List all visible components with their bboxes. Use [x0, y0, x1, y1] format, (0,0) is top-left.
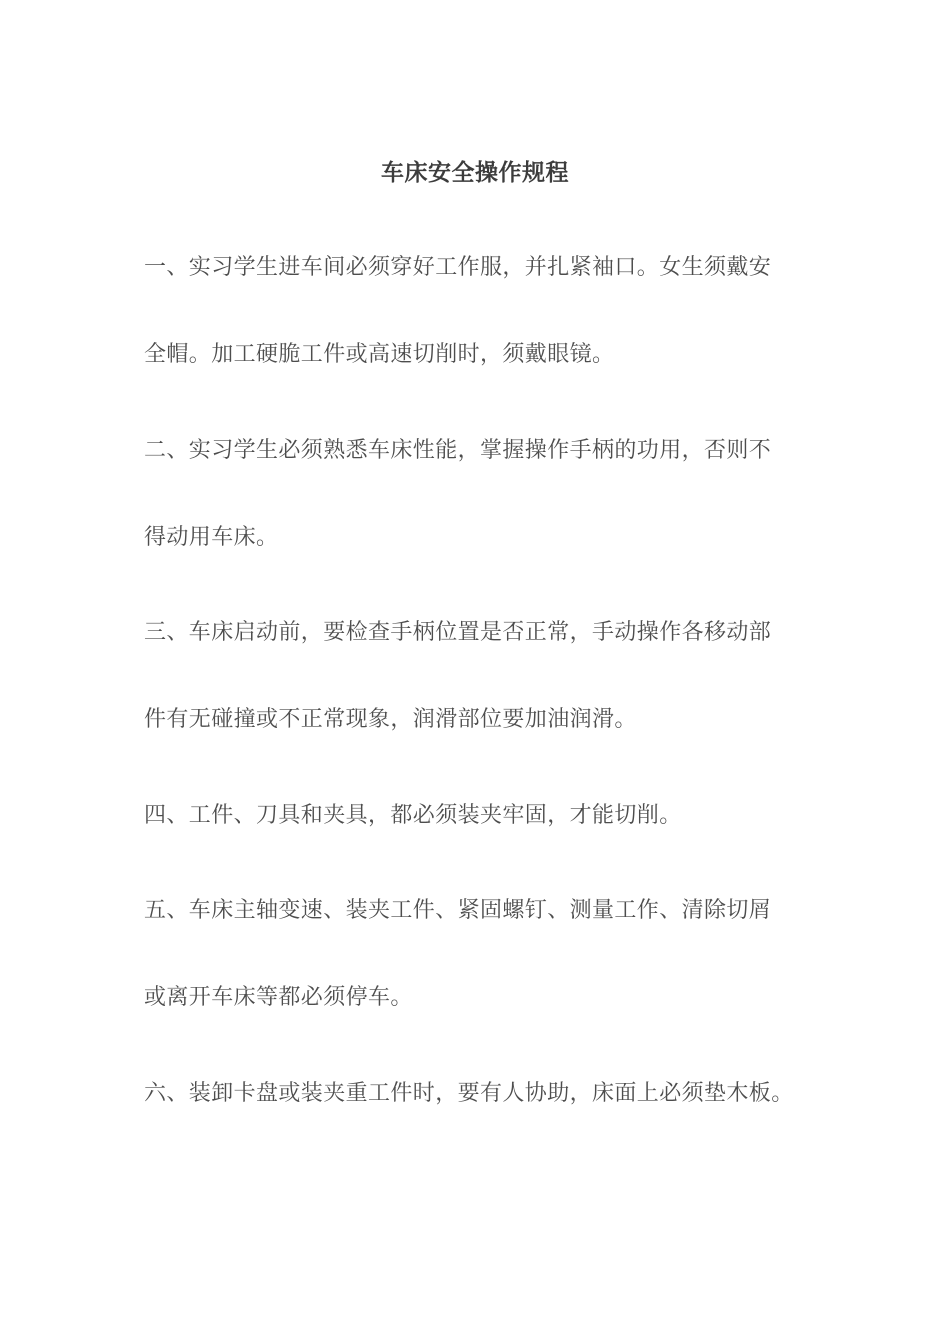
rule-4-line-1: 四、工件、刀具和夹具，都必须装夹牢固，才能切削。: [144, 803, 682, 828]
rule-5-line-1: 五、车床主轴变速、装夹工件、紧固螺钉、测量工作、清除切屑: [144, 898, 772, 923]
rule-6-line-1: 六、装卸卡盘或装夹重工件时，要有人协助，床面上必须垫木板。: [144, 1081, 794, 1106]
document-title: 车床安全操作规程: [381, 160, 569, 186]
rule-3-line-2: 件有无碰撞或不正常现象，润滑部位要加油润滑。: [144, 707, 637, 732]
rule-2-line-2: 得动用车床。: [144, 525, 279, 550]
rule-2-line-1: 二、实习学生必须熟悉车床性能，掌握操作手柄的功用，否则不: [144, 438, 772, 463]
rule-1-line-1: 一、实习学生进车间必须穿好工作服，并扎紧袖口。女生须戴安: [144, 255, 772, 280]
rule-5-line-2: 或离开车床等都必须停车。: [144, 985, 413, 1010]
rule-1-line-2: 全帽。加工硬脆工件或高速切削时，须戴眼镜。: [144, 342, 615, 367]
rule-3-line-1: 三、车床启动前，要检查手柄位置是否正常，手动操作各移动部: [144, 620, 772, 645]
